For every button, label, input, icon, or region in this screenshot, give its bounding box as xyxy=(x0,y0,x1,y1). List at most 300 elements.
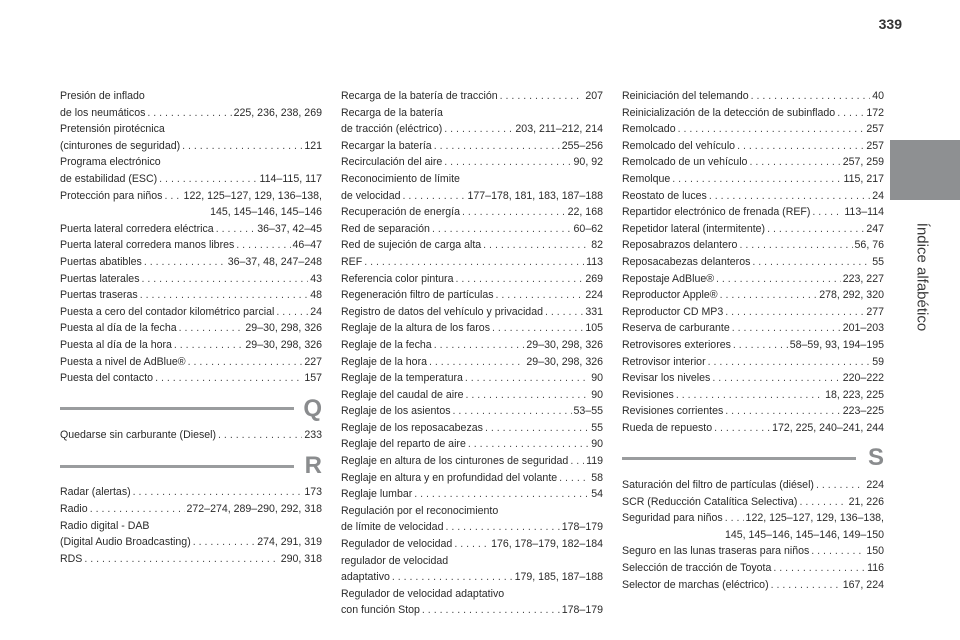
index-entry xyxy=(60,154,322,171)
page-references: 21, 226 xyxy=(848,495,884,508)
chapter-tab xyxy=(890,140,960,200)
leader-dots xyxy=(716,271,841,288)
leader-dots xyxy=(462,204,566,221)
leader-dots xyxy=(432,221,572,238)
leader-dots xyxy=(133,484,303,501)
index-entry xyxy=(622,221,884,238)
index-term: Reglaje lumbar xyxy=(341,488,413,501)
index-entry xyxy=(341,221,603,238)
page-references: 157 xyxy=(304,372,322,385)
index-entry-line xyxy=(622,138,884,155)
leader-dots xyxy=(816,477,864,494)
page-references: 173 xyxy=(304,486,322,499)
page-references: 29–30, 298, 326 xyxy=(245,322,322,335)
index-entry xyxy=(341,105,603,122)
leader-dots xyxy=(799,494,846,511)
page-references: 90 xyxy=(591,388,603,401)
section-divider xyxy=(622,457,856,460)
chapter-label-text: Índice alfabético xyxy=(913,222,931,332)
index-entry xyxy=(341,271,603,288)
page-references: 58–59, 93, 194–195 xyxy=(789,338,884,351)
index-entry xyxy=(622,403,884,420)
page-references: 114–115, 117 xyxy=(259,172,322,185)
index-entry-line xyxy=(341,519,603,536)
index-entry xyxy=(60,484,322,501)
page-references: 18, 223, 225 xyxy=(825,388,884,401)
index-entry xyxy=(341,138,603,155)
index-entry xyxy=(622,154,884,171)
leader-dots xyxy=(403,188,466,205)
index-entry xyxy=(622,354,884,371)
index-term: Reiniciación del telemando xyxy=(622,90,749,102)
index-entry-line xyxy=(622,370,884,387)
leader-dots xyxy=(709,188,870,205)
page-references: 224 xyxy=(866,479,884,492)
leader-dots xyxy=(276,304,308,321)
index-entry xyxy=(622,88,884,105)
leader-dots xyxy=(771,577,841,594)
index-term: Reglaje de la fecha xyxy=(341,338,432,351)
index-entry xyxy=(60,518,322,535)
index-entry-line xyxy=(60,171,322,188)
index-entry xyxy=(341,337,603,354)
index-term: Reglaje en altura de los cinturones de seguridad xyxy=(341,455,569,468)
index-entry xyxy=(60,271,322,288)
index-entry xyxy=(622,304,884,321)
index-entry-line xyxy=(622,254,884,271)
index-entry-line xyxy=(622,88,884,105)
index-term: Reglaje de la altura de los faros xyxy=(341,322,490,335)
index-term: (cinturones de seguridad) xyxy=(60,139,181,152)
index-entry-line xyxy=(341,470,603,487)
index-term: Reserva de carburante xyxy=(622,322,730,335)
index-term: Puesta del contacto xyxy=(60,372,154,385)
index-entry-line xyxy=(60,354,322,371)
index-entry xyxy=(60,337,322,354)
index-entry-line xyxy=(60,320,322,337)
index-term: Remolcado del vehículo xyxy=(622,139,736,152)
index-entry xyxy=(60,370,322,387)
leader-dots xyxy=(155,370,302,387)
index-term: Reglaje en altura y en profundidad del volante xyxy=(341,471,558,484)
leader-dots xyxy=(485,420,589,437)
index-term: Reposacabezas delanteros xyxy=(622,255,751,268)
page-references: 278, 292, 320 xyxy=(819,289,884,302)
index-entry xyxy=(341,121,603,138)
index-term: Red de separación xyxy=(341,222,430,235)
index-entry-line xyxy=(341,420,603,437)
page-references: 90, 92 xyxy=(573,156,603,169)
leader-dots xyxy=(492,320,583,337)
page-references: 24 xyxy=(310,305,322,318)
index-term: Regeneración filtro de partículas xyxy=(341,289,494,302)
page-references: 122, 125–127, 129, 136–138, xyxy=(183,189,322,202)
index-term: Reposabrazos delantero xyxy=(622,239,738,252)
index-entry xyxy=(341,320,603,337)
index-entry-line xyxy=(622,237,884,254)
leader-dots xyxy=(182,138,302,155)
index-term: Recarga de la batería xyxy=(341,106,443,119)
index-term: Puesta al día de la fecha xyxy=(60,322,177,335)
leader-dots xyxy=(837,105,864,122)
page-references: 116 xyxy=(867,562,884,575)
index-term: Puesta a cero del contador kilométrico parcial xyxy=(60,305,275,318)
index-term: con función Stop xyxy=(341,604,420,617)
leader-dots xyxy=(466,387,590,404)
index-entry-line xyxy=(341,320,603,337)
index-entry xyxy=(622,494,884,511)
index-term: Puertas laterales xyxy=(60,272,140,285)
index-term: Saturación del filtro de partículas (diésel) xyxy=(622,479,814,492)
index-entry-line xyxy=(622,494,884,511)
index-entry-line xyxy=(60,304,322,321)
index-entry xyxy=(341,154,603,171)
leader-dots xyxy=(444,154,571,171)
index-entry-line xyxy=(341,88,603,105)
index-entry-line xyxy=(622,287,884,304)
index-term: Repartidor electrónico de frenada (REF) xyxy=(622,206,811,219)
page-references: 24 xyxy=(872,189,884,202)
index-entry xyxy=(60,237,322,254)
page-references: 119 xyxy=(586,455,603,468)
index-entry-line xyxy=(341,237,603,254)
index-term: Reostato de luces xyxy=(622,189,707,202)
page-references: 178–179 xyxy=(561,604,603,617)
index-entry xyxy=(341,237,603,254)
index-entry-line xyxy=(60,370,322,387)
index-term: Recirculación del aire xyxy=(341,156,443,169)
page-references: 227 xyxy=(304,355,322,368)
index-entry-line xyxy=(341,569,603,586)
leader-dots xyxy=(144,254,226,271)
page-references: 176, 178–179, 182–184 xyxy=(491,538,603,551)
index-entry xyxy=(341,204,603,221)
index-entry-line xyxy=(622,543,884,560)
index-term: Selección de tracción de Toyota xyxy=(622,562,772,575)
index-entry xyxy=(622,337,884,354)
page-references: 113–114 xyxy=(844,206,884,219)
section-header xyxy=(60,394,322,422)
index-term: Referencia color pintura xyxy=(341,272,454,285)
page-references: 29–30, 298, 326 xyxy=(526,338,603,351)
index-term: (Digital Audio Broadcasting) xyxy=(60,536,191,549)
leader-dots xyxy=(434,337,525,354)
leader-dots xyxy=(483,237,589,254)
index-term: de límite de velocidad xyxy=(341,521,444,534)
index-entry-line xyxy=(622,560,884,577)
leader-dots xyxy=(733,337,788,354)
leader-dots xyxy=(444,121,513,138)
index-entry-line xyxy=(622,420,884,437)
index-term: Remolcado de un vehículo xyxy=(622,156,748,169)
index-entry-line xyxy=(341,536,603,553)
index-entry-line xyxy=(341,370,603,387)
leader-dots xyxy=(164,188,181,205)
index-term: Reconocimiento de límite xyxy=(341,172,460,185)
leader-dots xyxy=(712,370,840,387)
index-entry xyxy=(341,287,603,304)
index-entry xyxy=(341,486,603,503)
leader-dots xyxy=(672,171,841,188)
index-entry-line xyxy=(622,221,884,238)
index-entry-line xyxy=(622,121,884,138)
leader-dots xyxy=(737,138,864,155)
leader-dots xyxy=(676,387,823,404)
index-entry xyxy=(622,420,884,437)
leader-dots xyxy=(749,154,840,171)
leader-dots xyxy=(812,204,842,221)
index-entry xyxy=(622,188,884,205)
index-column-3 xyxy=(622,88,884,593)
leader-dots xyxy=(767,221,864,238)
index-term: de los neumáticos xyxy=(60,106,146,119)
index-term: Regulación por el reconocimiento xyxy=(341,504,499,517)
index-entry-line xyxy=(341,304,603,321)
index-entry xyxy=(622,287,884,304)
index-term: Radar (alertas) xyxy=(60,486,131,499)
leader-dots xyxy=(725,304,864,321)
page-references: 36–37, 48, 247–248 xyxy=(227,255,322,268)
index-entry xyxy=(341,569,603,586)
leader-dots xyxy=(708,354,871,371)
index-entry-line xyxy=(341,387,603,404)
index-entry-line xyxy=(622,304,884,321)
index-term: Quedarse sin carburante (Diesel) xyxy=(60,429,217,442)
page-references: 274, 291, 319 xyxy=(257,536,322,549)
page-references: 115, 217 xyxy=(843,172,884,185)
index-term: REF xyxy=(341,255,363,268)
page-references: 201–203 xyxy=(842,322,884,335)
index-entry-line xyxy=(341,337,603,354)
index-entry xyxy=(622,510,884,543)
index-entry-line xyxy=(622,387,884,404)
index-entry-line xyxy=(341,287,603,304)
page-references: 247 xyxy=(866,222,884,235)
page-references-continued: 145, 145–146, 145–146, 149–150 xyxy=(724,528,884,541)
leader-dots xyxy=(392,569,513,586)
page-references: 224 xyxy=(585,289,603,302)
page-references: 220–222 xyxy=(842,372,884,385)
index-entry xyxy=(60,221,322,238)
page-references: 172 xyxy=(866,106,884,119)
leader-dots xyxy=(453,403,572,420)
page-references: 225, 236, 238, 269 xyxy=(233,106,322,119)
index-term: Remolcado xyxy=(622,123,676,136)
index-entry xyxy=(60,171,322,188)
index-entry xyxy=(341,88,603,105)
index-entry-line xyxy=(341,254,603,271)
index-entry xyxy=(60,88,322,105)
leader-dots xyxy=(811,543,864,560)
leader-dots xyxy=(422,602,560,619)
leader-dots xyxy=(193,534,255,551)
index-entry xyxy=(341,453,603,470)
index-entry-line xyxy=(622,477,884,494)
leader-dots xyxy=(465,370,589,387)
index-entry-line xyxy=(622,188,884,205)
index-entry-line xyxy=(60,287,322,304)
index-entry-line xyxy=(60,88,322,105)
index-entry xyxy=(622,271,884,288)
index-entry xyxy=(341,171,603,188)
page-references: 178–179 xyxy=(561,521,603,534)
index-entry-line xyxy=(341,553,603,570)
index-term: Remolque xyxy=(622,172,671,185)
page-number: 339 xyxy=(878,16,902,32)
page-references: 331 xyxy=(585,305,603,318)
page-references: 105 xyxy=(585,322,603,335)
leader-dots xyxy=(559,470,589,487)
index-term: de estabilidad (ESC) xyxy=(60,172,158,185)
index-entry-line xyxy=(60,427,322,444)
index-entry-line xyxy=(622,171,884,188)
index-term: Repetidor lateral (intermitente) xyxy=(622,222,766,235)
index-term: Regulador de velocidad adaptativo xyxy=(341,587,505,600)
index-entry-line xyxy=(60,271,322,288)
page-references: 56, 76 xyxy=(854,239,884,252)
page-references: 48 xyxy=(310,289,322,302)
page-references: 150 xyxy=(866,545,884,558)
index-term: Rueda de repuesto xyxy=(622,421,713,434)
index-term: Reglaje de la hora xyxy=(341,355,427,368)
index-entry xyxy=(341,254,603,271)
index-entry xyxy=(341,370,603,387)
index-term: de velocidad xyxy=(341,189,401,202)
index-entry xyxy=(341,602,603,619)
index-term: Selector de marchas (eléctrico) xyxy=(622,578,769,591)
index-entry xyxy=(341,470,603,487)
section-letter: R xyxy=(304,451,322,479)
index-entry xyxy=(622,138,884,155)
index-entry-line xyxy=(60,188,322,205)
index-entry xyxy=(341,420,603,437)
index-entry xyxy=(60,501,322,518)
index-entry-line xyxy=(341,121,603,138)
section-letter: S xyxy=(867,444,884,472)
section-divider xyxy=(60,407,294,410)
index-entry xyxy=(622,320,884,337)
index-term: Radio digital - DAB xyxy=(60,519,150,532)
index-term: Reproductor Apple® xyxy=(622,289,718,302)
leader-dots xyxy=(414,486,589,503)
index-entry-line xyxy=(622,271,884,288)
leader-dots xyxy=(496,287,584,304)
index-entry-line xyxy=(341,204,603,221)
page-references: 22, 168 xyxy=(567,206,603,219)
page-references: 179, 185, 187–188 xyxy=(514,571,603,584)
index-entry-line xyxy=(60,484,322,501)
page-references: 29–30, 298, 326 xyxy=(526,355,603,368)
leader-dots xyxy=(739,237,852,254)
index-term: Puesta a nivel de AdBlue® xyxy=(60,355,186,368)
index-term: Puertas traseras xyxy=(60,289,138,302)
index-term: Protección para niños xyxy=(60,189,163,202)
index-entry-line xyxy=(622,320,884,337)
leader-dots xyxy=(570,453,584,470)
index-entry-line xyxy=(622,354,884,371)
page-references: 46–47 xyxy=(292,239,322,252)
index-term: de tracción (eléctrico) xyxy=(341,123,443,136)
index-entry xyxy=(341,387,603,404)
index-term: Regulador de velocidad xyxy=(341,538,453,551)
page-references: 55 xyxy=(872,255,884,268)
index-term: Reglaje de los reposacabezas xyxy=(341,421,483,434)
leader-dots xyxy=(140,287,308,304)
leader-dots xyxy=(445,519,559,536)
index-entry-line xyxy=(60,138,322,155)
page-references: 177–178, 181, 183, 187–188 xyxy=(467,189,603,202)
index-entry xyxy=(341,436,603,453)
leader-dots xyxy=(732,320,841,337)
page-references: 53–55 xyxy=(573,405,603,418)
index-term: Reglaje de la temperatura xyxy=(341,372,463,385)
index-term: Retrovisores exteriores xyxy=(622,338,731,351)
index-entry xyxy=(60,254,322,271)
index-entry-line xyxy=(60,237,322,254)
index-term: Reproductor CD MP3 xyxy=(622,305,724,318)
index-term: Pretensión pirotécnica xyxy=(60,123,165,136)
index-entry xyxy=(60,105,322,122)
page-references: 29–30, 298, 326 xyxy=(245,338,322,351)
page-references: 269 xyxy=(585,272,603,285)
index-term: Reglaje de los asientos xyxy=(341,405,451,418)
index-entry xyxy=(622,477,884,494)
index-entry xyxy=(60,427,322,444)
index-entry xyxy=(341,536,603,553)
section-header xyxy=(622,444,884,472)
index-entry-line xyxy=(341,486,603,503)
index-entry-line xyxy=(60,221,322,238)
index-entry-line xyxy=(60,501,322,518)
page-references-continued: 145, 145–146, 145–146 xyxy=(210,206,322,219)
page-references: 90 xyxy=(591,438,603,451)
index-entry-line xyxy=(622,105,884,122)
page-references: 82 xyxy=(591,239,603,252)
index-entry-line xyxy=(341,403,603,420)
index-entry xyxy=(60,121,322,138)
page-references: 257, 259 xyxy=(842,156,884,169)
index-entry xyxy=(622,105,884,122)
index-entry-line xyxy=(60,337,322,354)
index-entry xyxy=(60,354,322,371)
index-term: Puerta lateral corredera manos libres xyxy=(60,239,235,252)
page-references: 167, 224 xyxy=(842,578,884,591)
index-entry-line xyxy=(60,551,322,568)
leader-dots xyxy=(455,271,583,288)
leader-dots xyxy=(714,420,770,437)
index-term: Reinicialización de la detección de subinflado xyxy=(622,106,836,119)
page-references: 255–256 xyxy=(561,139,603,152)
page-references: 223–225 xyxy=(842,405,884,418)
leader-dots xyxy=(545,304,583,321)
index-entry-line xyxy=(622,337,884,354)
page-references: 272–274, 289–290, 292, 318 xyxy=(186,503,322,516)
section-letter: Q xyxy=(303,394,322,422)
leader-dots xyxy=(500,88,584,105)
leader-dots xyxy=(454,536,489,553)
index-entry-line xyxy=(60,154,322,171)
index-entry xyxy=(60,188,322,221)
index-entry xyxy=(341,403,603,420)
index-entry xyxy=(60,320,322,337)
index-entry xyxy=(622,543,884,560)
index-entry-line xyxy=(341,105,603,122)
leader-dots xyxy=(216,221,256,238)
index-entry xyxy=(622,121,884,138)
index-term: Recarga de la batería de tracción xyxy=(341,90,498,102)
index-term: Retrovisor interior xyxy=(622,355,706,368)
index-entry-line xyxy=(622,403,884,420)
